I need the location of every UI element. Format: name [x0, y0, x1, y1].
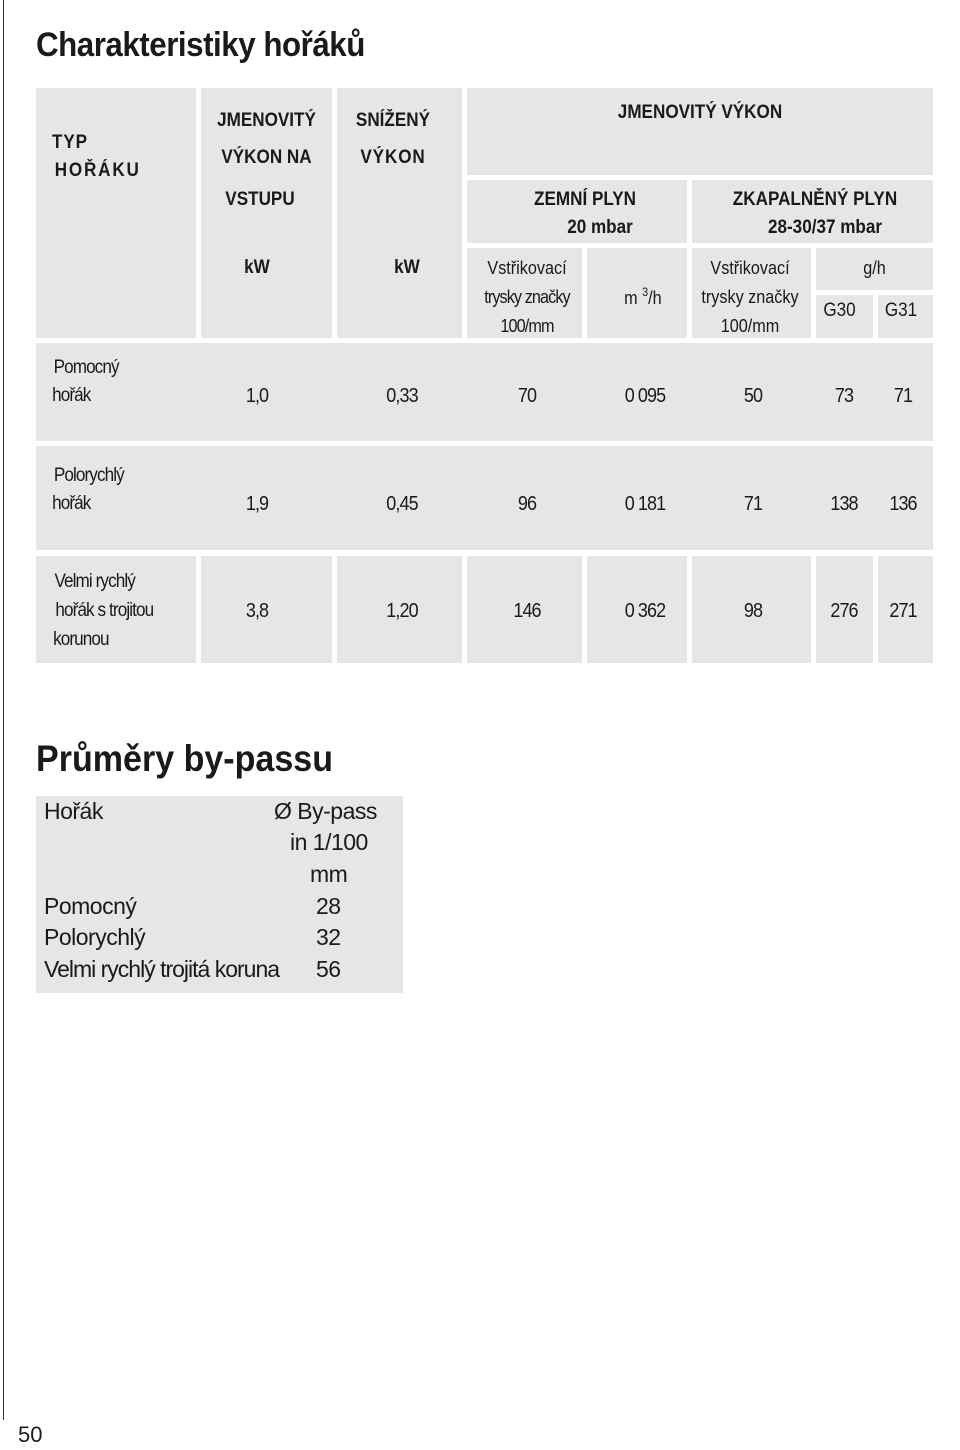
cell-reduced-power: 0,45: [386, 493, 418, 515]
nozzle-ng-line2: trysky značky: [484, 287, 570, 307]
table-row: [36, 446, 933, 550]
bypass-header-diameter-line2: in 1/100: [290, 829, 368, 855]
cell-nozzle-ng: 146: [513, 600, 541, 622]
header-reduced-line1: SNÍŽENÝ: [355, 110, 431, 131]
cell-nozzle-lpg: 71: [743, 493, 763, 515]
header-lpg-line1: ZKAPALNĚNÝ PLYN: [732, 189, 898, 210]
header-g30: G30: [823, 300, 856, 321]
header-natural-gas-line1: ZEMNÍ PLYN: [533, 189, 636, 210]
cell-g30: 138: [830, 493, 858, 515]
cell-g30: 73: [834, 385, 854, 407]
bypass-header-diameter-line1: Ø By-pass: [274, 798, 377, 824]
nozzle-lpg-line1: Vstřikovací: [710, 258, 790, 278]
unit-kw-nominal: kW: [244, 257, 270, 278]
nozzle-ng-line3: 100/mm: [500, 316, 554, 336]
header-type-line2: HOŘÁKU: [54, 160, 141, 181]
cell-nominal-power: 1,9: [245, 493, 269, 515]
row-name-line: Velmi rychlý: [54, 571, 135, 592]
unit-grams-per-hour: g/h: [863, 258, 886, 278]
row-name-line: hořák: [52, 385, 91, 406]
header-nominal-line3: VSTUPU: [225, 189, 295, 210]
bypass-header-diameter-line3: mm: [310, 861, 348, 887]
page-title: Charakteristiky hořáků: [36, 26, 365, 64]
bypass-row-value: 56: [316, 956, 341, 982]
cell-nozzle-lpg: 50: [743, 385, 763, 407]
bypass-row-name: Velmi rychlý trojitá koruna: [44, 956, 280, 982]
table-row: [36, 343, 933, 441]
row-name-line: Pomocný: [53, 357, 119, 378]
cell-g30: 276: [830, 600, 858, 622]
row-name-line: Polorychlý: [53, 465, 124, 486]
header-nominal-group: JMENOVITÝ VÝKON: [617, 102, 783, 123]
cell-nozzle-lpg: 98: [743, 600, 763, 622]
unit-kw-reduced: kW: [394, 257, 420, 278]
header-nominal-line2: VÝKON NA: [221, 147, 312, 168]
header-reduced-line2: VÝKON: [360, 147, 426, 168]
header-natural-gas-line2: 20 mbar: [567, 217, 633, 238]
cell-m3h: 0 095: [624, 385, 666, 407]
header-lpg-line2: 28-30/37 mbar: [767, 217, 883, 238]
page-number: 50: [18, 1422, 43, 1447]
bypass-row-name: Polorychlý: [44, 924, 146, 950]
cell-nominal-power: 1,0: [245, 385, 269, 407]
unit-m3-per-hour: m $^3$/h: [624, 285, 662, 308]
header-cell-type: [36, 88, 196, 338]
row-name-line: hořák s trojitou: [55, 600, 154, 621]
cell-g31: 136: [889, 493, 917, 515]
header-g31: G31: [884, 300, 918, 321]
cell-nominal-power: 3,8: [245, 600, 269, 622]
cell-g31: 71: [893, 385, 913, 407]
bypass-row-value: 28: [316, 893, 341, 919]
cell-m3h: 0 362: [624, 600, 666, 622]
cell-reduced-power: 1,20: [386, 600, 418, 622]
header-nominal-line1: JMENOVITÝ: [217, 110, 316, 131]
nozzle-lpg-line3: 100/mm: [720, 316, 780, 336]
nozzle-lpg-line2: trysky značky: [701, 287, 799, 307]
cell-nozzle-ng: 70: [517, 385, 537, 407]
bypass-table: [36, 796, 403, 993]
bypass-header-burner: Hořák: [44, 798, 103, 824]
cell-m3h: 0 181: [624, 493, 666, 515]
row-name-line: hořák: [52, 493, 91, 514]
header-type-line1: TYP: [51, 132, 88, 153]
cell-reduced-power: 0,33: [386, 385, 418, 407]
row-name-line: korunou: [53, 629, 109, 650]
bypass-row-value: 32: [316, 924, 341, 950]
nozzle-ng-line1: Vstřikovací: [487, 258, 567, 278]
cell-nozzle-ng: 96: [517, 493, 537, 515]
bypass-title: Průměry by-passu: [36, 738, 334, 779]
cell-g31: 271: [889, 600, 917, 622]
bypass-row-name: Pomocný: [44, 893, 137, 919]
page-margin-line: [3, 0, 4, 1420]
